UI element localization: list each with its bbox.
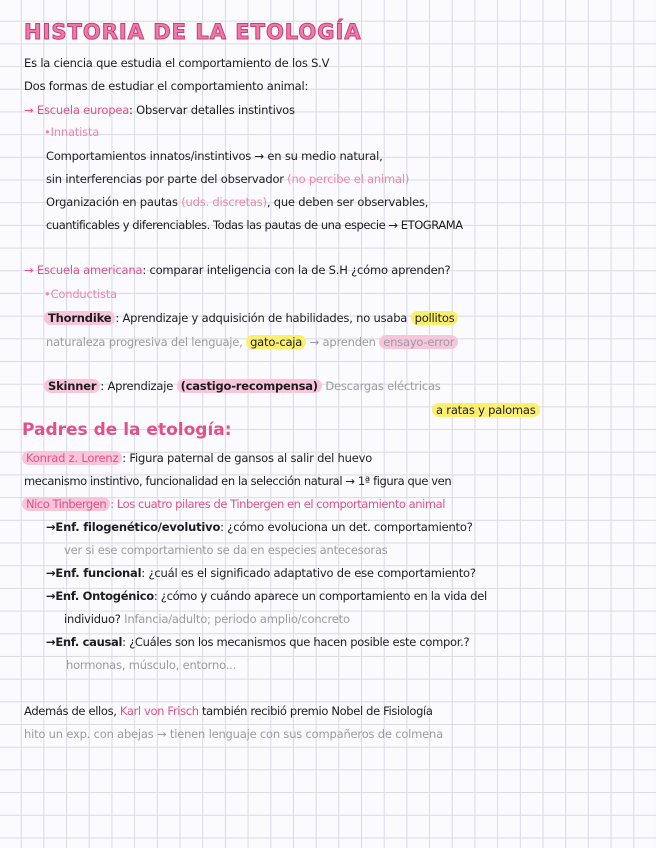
americana-label: Escuela americana	[36, 263, 143, 277]
outro-line-1	[24, 703, 433, 719]
skinner-line-2	[432, 402, 540, 418]
frisch-name: Karl von Frisch	[119, 704, 199, 718]
onto-line-2	[64, 611, 350, 627]
onto-q: : ¿cómo y cuándo aparece un comportamiento en la vida del	[153, 589, 487, 603]
castigo-highlight: (castigo-recompensa)	[177, 379, 322, 393]
onto-note: Infancia/adulto; periodo amplio/concreto	[124, 612, 350, 626]
func-q: : ¿cuál es el significado adaptativo de ese comportamiento?	[141, 566, 476, 580]
filo-q: : ¿cómo evoluciona un det. comportamiento?	[220, 520, 473, 534]
causal-label: →Enf. causal	[46, 635, 123, 649]
arrow-icon: →	[24, 103, 34, 117]
americana-heading	[24, 262, 450, 278]
thorndike-line-1	[44, 310, 458, 326]
tinbergen-line	[22, 496, 445, 512]
arrow-icon: →	[24, 263, 34, 277]
skinner-name: Skinner	[44, 379, 100, 393]
europea-p3c: , que deben ser observables,	[266, 195, 429, 209]
europea-p4: cuantificables y diferenciables. Todas las pautas de una especie → ETOGRAMA	[46, 218, 463, 232]
causal-line	[46, 634, 469, 650]
europea-label: Escuela europea	[36, 103, 130, 117]
func-label: →Enf. funcional	[46, 566, 142, 580]
outro-1a: Además de ellos,	[24, 704, 120, 718]
skinner-line-1	[44, 378, 441, 394]
onto-q2: individuo?	[64, 612, 125, 626]
lorenz-line-1	[22, 450, 372, 466]
filo-label: →Enf. filogenético/evolutivo	[46, 520, 221, 534]
thorndike-name: Thorndike	[44, 311, 115, 325]
padres-heading: Padres de la etología:	[22, 420, 232, 440]
causal-q: : ¿Cuáles son los mecanismos que hacen posible este compor.?	[122, 635, 470, 649]
thorndike-c: → aprenden	[306, 335, 380, 349]
intro-line-1: Es la ciencia que estudia el comportamiento de los S.V	[24, 56, 330, 70]
tinbergen-name: Nico Tinbergen	[22, 497, 110, 511]
causal-note: hormonas, músculo, entorno...	[66, 658, 237, 672]
europea-sub: •Innatista	[44, 125, 100, 139]
ratas-highlight: a ratas y palomas	[432, 403, 540, 417]
func-line	[46, 565, 476, 581]
onto-label: →Enf. Ontogénico	[46, 589, 154, 603]
thorndike-a: : Aprendizaje y adquisición de habilidades, no usaba	[115, 311, 411, 325]
filo-note: ver si ese comportamiento se da en especies antecesoras	[64, 543, 388, 557]
lorenz-a: : Figura paternal de gansos al salir del huevo	[122, 451, 373, 465]
thorndike-b: naturaleza progresiva del lenguaje,	[46, 335, 247, 349]
europea-p3a: Organización en pautas	[46, 195, 182, 209]
outro-line-2: hito un exp. con abejas → tienen lenguaje con sus compañeros de colmena	[24, 727, 443, 741]
gatocaja-highlight: gato-caja	[246, 335, 306, 349]
americana-sub: •Conductista	[44, 287, 117, 301]
europea-desc: : Observar detalles instintivos	[129, 103, 295, 117]
europea-p3b: (uds. discretas)	[181, 195, 267, 209]
europea-p2b: (no percibe el animal)	[287, 172, 410, 186]
lorenz-line-2: mecanismo instintivo, funcionalidad en la selección natural → 1ª figura que ven	[24, 474, 452, 488]
thorndike-line-2	[46, 334, 458, 350]
intro-line-2: Dos formas de estudiar el comportamiento animal:	[24, 79, 309, 93]
tinbergen-a: : Los cuatro pilares de Tinbergen en el comportamiento animal	[110, 497, 445, 511]
europea-p3	[46, 194, 428, 210]
europea-heading	[24, 102, 295, 118]
pollitos-highlight: pollitos	[411, 311, 459, 325]
lorenz-name: Konrad z. Lorenz	[22, 451, 122, 465]
filo-line	[46, 519, 473, 535]
skinner-a: : Aprendizaje	[100, 379, 177, 393]
europea-p2	[46, 171, 409, 187]
outro-1b: también recibió premio Nobel de Fisiología	[198, 704, 433, 718]
skinner-b: Descargas eléctricas	[321, 379, 441, 393]
europea-p2a: sin interferencias por parte del observador	[46, 172, 288, 186]
onto-line	[46, 588, 487, 604]
europea-p1: Comportamientos innatos/instintivos → en su medio natural,	[46, 149, 383, 163]
ensayo-highlight: ensayo-error	[379, 335, 458, 349]
americana-desc: : comparar inteligencia con la de S.H ¿cómo aprenden?	[142, 263, 451, 277]
page-title: HISTORIA DE LA ETOLOGÍA	[24, 20, 362, 44]
